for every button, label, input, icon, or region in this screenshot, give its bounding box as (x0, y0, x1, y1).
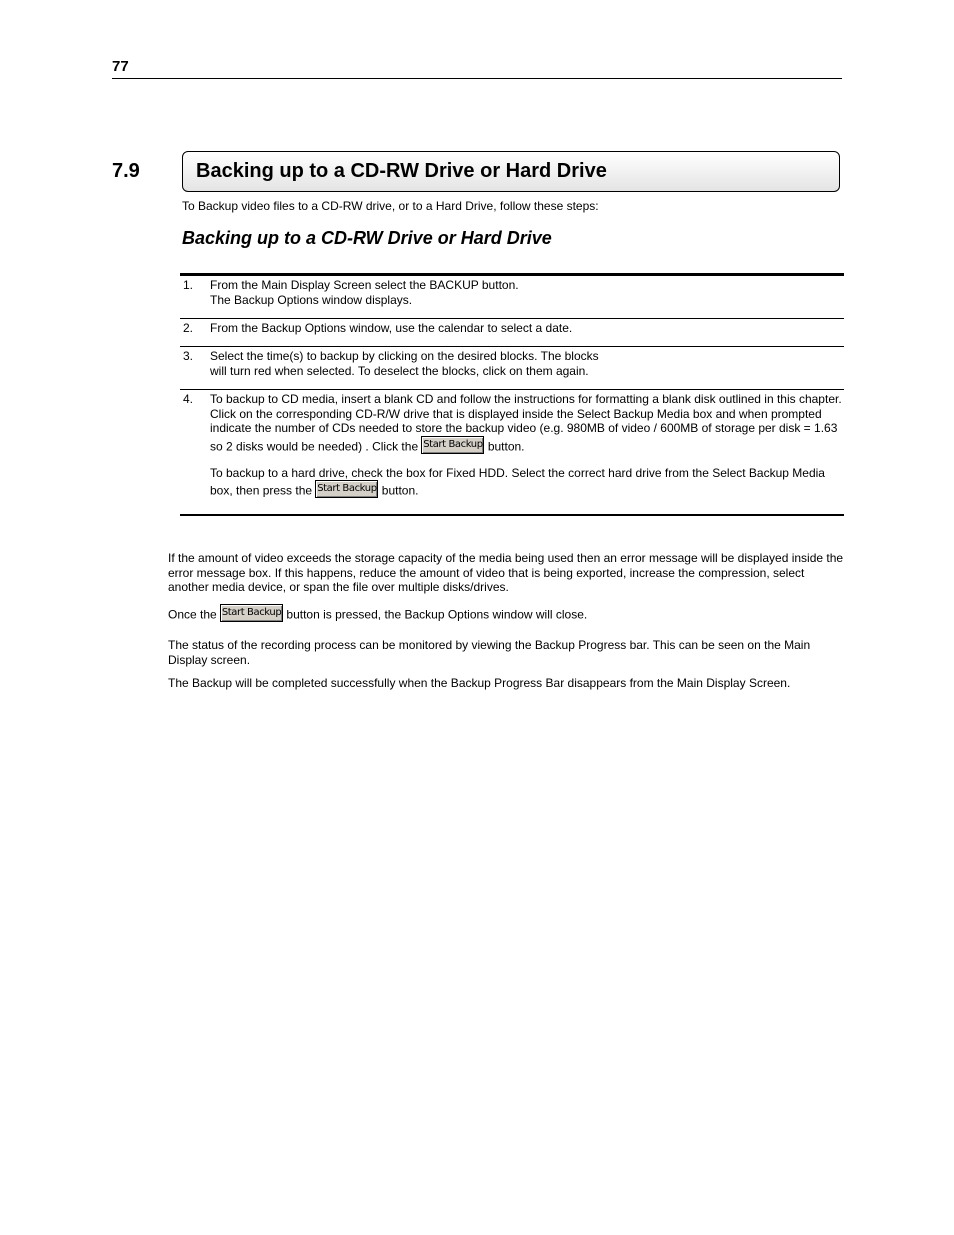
step-number: 2. (183, 321, 194, 335)
step-text (210, 278, 842, 307)
step-number: 1. (183, 278, 194, 292)
start-backup-button[interactable]: Start Backup (220, 604, 283, 622)
row-divider (180, 318, 844, 319)
table-top-rule (180, 273, 844, 276)
start-backup-button[interactable]: Start Backup (315, 480, 378, 498)
step-text (210, 392, 842, 498)
error-paragraph: If the amount of video exceeds the storage capacity of the media being used then an error message will be displayed inside the error message box. If this happens, reduce the amount of video that is being exported, increase the compression, select another media device, or span the file over multiple disks/drives. (168, 551, 844, 594)
step-number: 3. (183, 349, 194, 363)
start-backup-button[interactable]: Start Backup (421, 436, 484, 454)
step-line: From the Main Display Screen select the BACKUP button. (210, 278, 519, 292)
step-number: 4. (183, 392, 194, 406)
once-paragraph: Once the Start Backup button is pressed, the Backup Options window will close. (168, 604, 844, 622)
step-line: The Backup Options window displays. (210, 292, 413, 307)
section-number: 7.9 (112, 160, 140, 182)
row-divider (180, 389, 844, 390)
step-hdd-paragraph: To backup to a hard drive, check the box for Fixed HDD. Select the correct hard drive from the Select Backup Media box, then press the Start Backup button. (210, 465, 825, 498)
step-cd-paragraph: To backup to CD media, insert a blank CD and follow the instructions for formatting a blank disk outlined in this chapter. Click on the corresponding CD-R/W drive that is displayed inside the Select Backup Media box and when prompted indicate the number of CDs needed to store the backup video (e.g. 980MB of video / 600MB of storage per disk = 1.63 so 2 disks would be needed) . Click the Start Backup button. (210, 392, 842, 454)
section-intro: To Backup video files to a CD-RW drive, or to a Hard Drive, follow these steps: (182, 199, 599, 213)
table-bottom-rule (180, 514, 844, 516)
row-divider (180, 346, 844, 347)
status-paragraph: The status of the recording process can be monitored by viewing the Backup Progress bar. This can be seen on the Main Display screen. (168, 638, 811, 667)
step-line: Select the time(s) to backup by clicking on the desired blocks. The blocks (210, 349, 599, 363)
page-number: 77 (112, 58, 129, 75)
section-title: Backing up to a CD-RW Drive or Hard Drive (196, 160, 607, 182)
step-text: From the Backup Options window, use the calendar to select a date. (210, 321, 573, 335)
step-line: will turn red when selected. To deselect the blocks, click on them again. (210, 363, 589, 378)
subsection-title: Backing up to a CD-RW Drive or Hard Drive (182, 228, 552, 248)
header-rule (112, 78, 842, 79)
complete-paragraph: The Backup will be completed successfully when the Backup Progress Bar disappears from the Main Display Screen. (168, 676, 791, 690)
step-text (210, 349, 842, 378)
